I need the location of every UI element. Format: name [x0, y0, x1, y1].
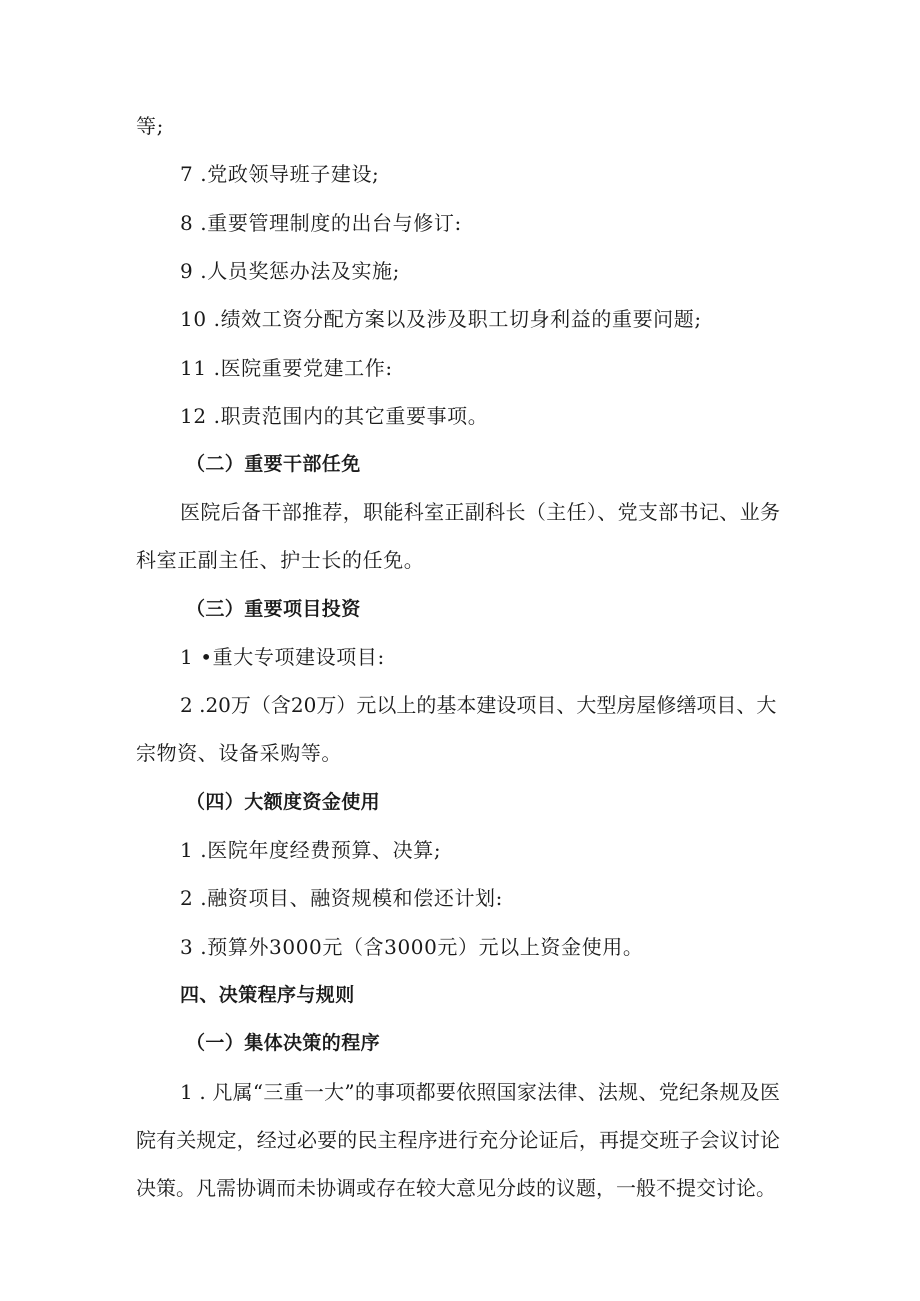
- list-item-8: 8 .重要管理制度的出台与修订:: [180, 211, 462, 235]
- list-item-2: 2 .20万（含20万）元以上的基本建设项目、大型房屋修缮项目、大: [180, 693, 777, 717]
- paragraph-line: 1 . 凡属“三重一大”的事项都要依照国家法律、法规、党纪条规及医: [180, 1080, 780, 1104]
- section-heading-fund-usage: （四）大额度资金使用: [186, 791, 381, 813]
- section-heading-collective-decision: （一）集体决策的程序: [186, 1032, 381, 1054]
- list-item-3: 3 .预算外3000元（含3000元）元以上资金使用。: [180, 935, 644, 959]
- text-line-continuation: 等;: [136, 114, 164, 138]
- paragraph-line: 科室正副主任、护士长的任免。: [136, 548, 425, 572]
- paragraph-line: 医院后备干部推荐，职能科室正副科长（主任）、党支部书记、业务: [180, 500, 780, 524]
- list-item-10: 10 .绩效工资分配方案以及涉及职工切身利益的重要问题;: [180, 307, 702, 331]
- section-heading-project-investment: （三）重要项目投资: [186, 598, 361, 620]
- list-item-1: 1 .医院年度经费预算、决算;: [180, 838, 442, 862]
- paragraph-line: 院有关规定，经过必要的民主程序进行充分论证后，再提交班子会议讨论: [136, 1128, 780, 1152]
- list-item-12: 12 .职责范围内的其它重要事项。: [180, 404, 489, 428]
- paragraph-line: 决策。凡需协调而未协调或存在较大意见分歧的议题，一般不提交讨论。: [136, 1176, 776, 1200]
- list-item-1: 1 •重大专项建设项目:: [180, 645, 385, 669]
- section-heading-cadre-appointment: （二）重要干部任免: [186, 453, 361, 475]
- list-item-9: 9 .人员奖惩办法及实施;: [180, 259, 400, 283]
- paragraph-line: 宗物资、设备采购等。: [136, 741, 342, 765]
- list-item-7: 7 .党政领导班子建设;: [180, 162, 380, 186]
- list-item-11: 11 .医院重要党建工作:: [180, 356, 393, 380]
- section-heading-decision-procedure: 四、决策程序与规则: [180, 984, 355, 1006]
- list-item-2: 2 .融资项目、融资规模和偿还计划:: [180, 886, 503, 910]
